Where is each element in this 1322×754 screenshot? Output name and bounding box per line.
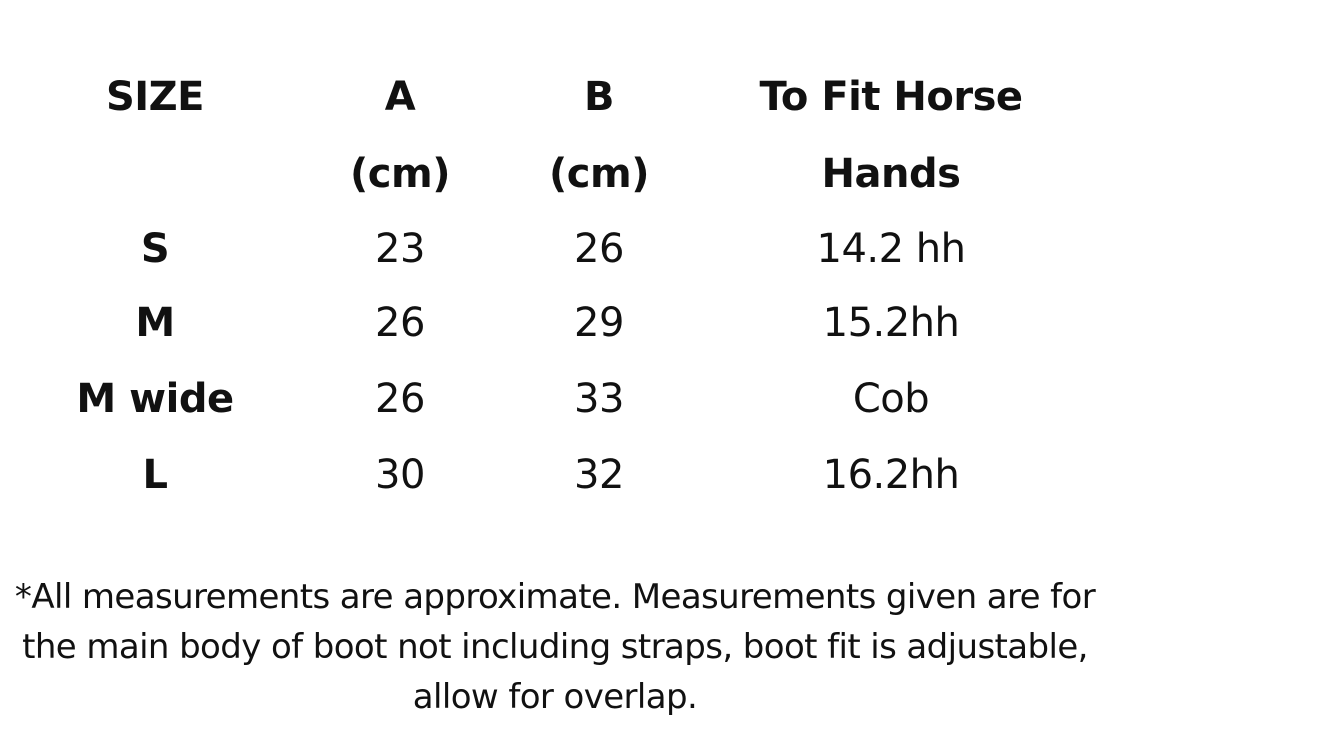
note-line: *All measurements are approximate. Measurements given are for <box>14 577 1096 617</box>
header-b: B <box>584 74 614 120</box>
note-line: allow for overlap. <box>412 677 698 717</box>
row-fit-value: 15.2hh <box>822 300 960 346</box>
header-b-unit: (cm) <box>549 151 649 197</box>
note-line: the main body of boot not including straps, boot fit is adjustable, <box>22 627 1088 667</box>
row-b-value: 29 <box>574 300 624 346</box>
row-size-label: M wide <box>76 376 234 422</box>
measurement-note <box>0 572 1110 722</box>
row-a-value: 26 <box>375 300 425 346</box>
row-size-label: L <box>142 452 168 498</box>
row-fit-value: 14.2 hh <box>816 226 966 272</box>
row-size-label: M <box>135 300 175 346</box>
row-a-value: 23 <box>375 226 425 272</box>
row-a-value: 30 <box>375 452 425 498</box>
row-a-value: 26 <box>375 376 425 422</box>
row-b-value: 33 <box>574 376 624 422</box>
row-fit-value: Cob <box>852 376 930 422</box>
header-a-unit: (cm) <box>350 151 450 197</box>
row-size-label: S <box>140 226 170 272</box>
header-size: SIZE <box>105 74 205 120</box>
row-b-value: 32 <box>574 452 624 498</box>
header-fit: To Fit Horse <box>759 74 1023 120</box>
row-b-value: 26 <box>574 226 624 272</box>
header-a: A <box>384 74 416 120</box>
header-fit-unit: Hands <box>821 151 961 197</box>
row-fit-value: 16.2hh <box>822 452 960 498</box>
